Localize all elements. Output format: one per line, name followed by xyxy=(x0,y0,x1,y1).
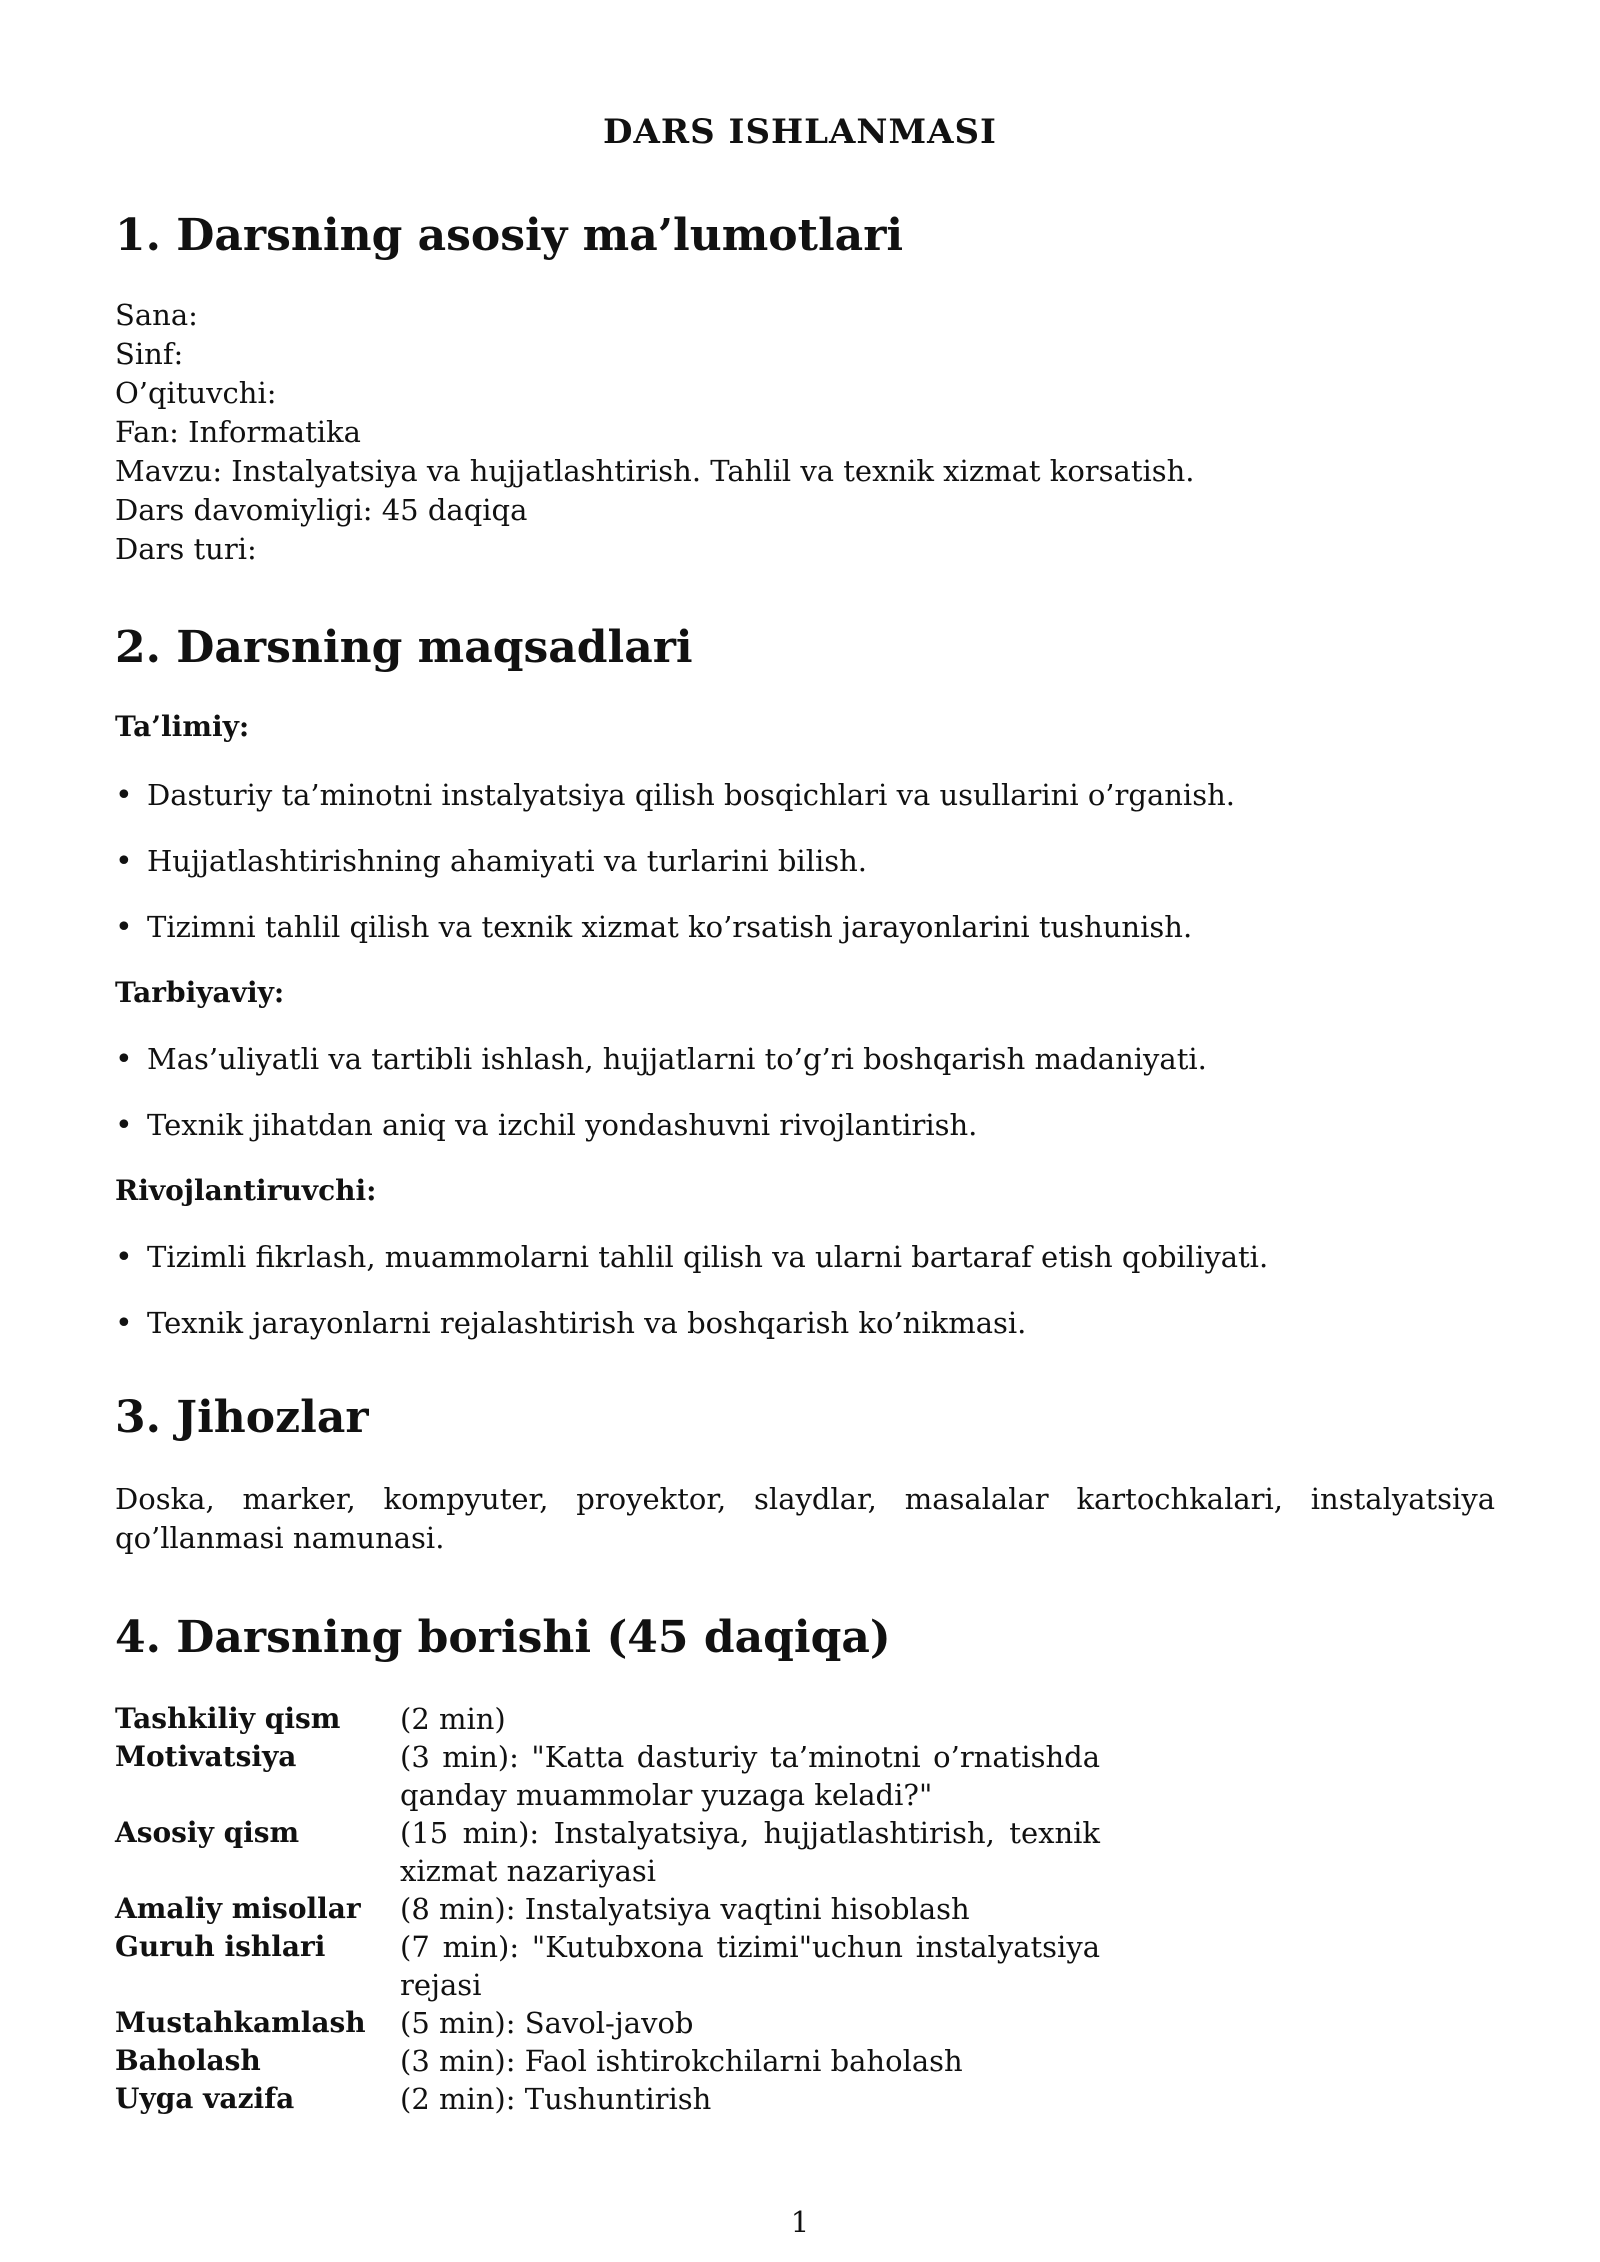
document-title: DARS ISHLANMASI xyxy=(603,112,997,152)
equipment-text: Doska, marker, kompyuter, proyektor, slaydlar, masalalar kartochkalari, instalyatsiya qo’llanmasi namunasi. xyxy=(115,1482,1495,1555)
goal-item xyxy=(115,1042,1207,1077)
goal-item xyxy=(115,1108,977,1143)
info-line-date: Sana: xyxy=(115,298,198,332)
schedule-description: (7 min): "Kutubxona tizimi"uchun instalyatsiya rejasi xyxy=(400,1930,1100,2002)
section-heading-lesson-flow: 4. Darsning borishi (45 daqiqa) xyxy=(115,1612,891,1663)
bullet-dot-icon: • xyxy=(115,778,133,813)
goal-item xyxy=(115,778,1235,813)
info-line-duration: Dars davomiyligi: 45 daqiqa xyxy=(115,493,528,527)
info-line-lesson-type: Dars turi: xyxy=(115,532,257,566)
bullet-dot-icon: • xyxy=(115,1240,133,1275)
section-heading-basic-info: 1. Darsning asosiy ma’lumotlari xyxy=(115,210,904,261)
schedule-stage: Tashkiliy qism xyxy=(115,1702,341,1735)
section-heading-goals: 2. Darsning maqsadlari xyxy=(115,622,693,673)
goal-item xyxy=(115,1306,1026,1341)
goal-item xyxy=(115,910,1192,945)
schedule-stage: Mustahkamlash xyxy=(115,2006,366,2039)
schedule-row xyxy=(115,1738,1135,1814)
goal-item-text: Tizimli fikrlash, muammolarni tahlil qilish va ularni bartaraf etish qobiliyati. xyxy=(147,1240,1269,1274)
schedule-description: (15 min): Instalyatsiya, hujjatlashtirish, texnik xizmat nazariyasi xyxy=(400,1816,1100,1888)
schedule-description: (5 min): Savol-javob xyxy=(400,2006,694,2040)
schedule-description: (3 min): Faol ishtirokchilarni baholash xyxy=(400,2044,963,2078)
info-line-subject: Fan: Informatika xyxy=(115,415,361,449)
goal-item-text: Texnik jihatdan aniq va izchil yondashuvni rivojlantirish. xyxy=(147,1108,978,1142)
goal-item-text: Mas’uliyatli va tartibli ishlash, hujjatlarni to’g’ri boshqarish madaniyati. xyxy=(147,1042,1207,1076)
schedule-stage: Uyga vazifa xyxy=(115,2082,295,2115)
schedule-stage: Guruh ishlari xyxy=(115,1930,326,1963)
info-line-teacher: O’qituvchi: xyxy=(115,376,277,410)
schedule-row xyxy=(115,1928,1135,2004)
section-heading-equipment: 3. Jihozlar xyxy=(115,1392,369,1443)
bullet-dot-icon: • xyxy=(115,844,133,879)
goal-item xyxy=(115,844,867,879)
schedule-stage: Motivatsiya xyxy=(115,1740,297,1773)
goal-group-title-educational: Ta’limiy: xyxy=(115,710,250,743)
schedule-description: (2 min) xyxy=(400,1702,506,1736)
schedule-stage: Amaliy misollar xyxy=(115,1892,361,1925)
bullet-dot-icon: • xyxy=(115,910,133,945)
info-line-class: Sinf: xyxy=(115,337,184,371)
schedule-row xyxy=(115,1700,1135,1738)
schedule-row xyxy=(115,2042,1135,2080)
goal-item-text: Tizimni tahlil qilish va texnik xizmat ko’rsatish jarayonlarini tushunish. xyxy=(147,910,1193,944)
goal-item-text: Dasturiy ta’minotni instalyatsiya qilish bosqichlari va usullarini o’rganish. xyxy=(147,778,1235,812)
page-number: 1 xyxy=(790,2205,810,2239)
bullet-dot-icon: • xyxy=(115,1306,133,1341)
goal-item-text: Texnik jarayonlarni rejalashtirish va boshqarish ko’nikmasi. xyxy=(147,1306,1027,1340)
bullet-dot-icon: • xyxy=(115,1042,133,1077)
goal-item xyxy=(115,1240,1268,1275)
lesson-schedule xyxy=(115,1700,1135,2118)
schedule-description: (3 min): "Katta dasturiy ta’minotni o’rnatishda qanday muammolar yuzaga keladi?" xyxy=(400,1740,1100,1812)
schedule-stage: Asosiy qism xyxy=(115,1816,300,1849)
goal-item-text: Hujjatlashtirishning ahamiyati va turlarini bilish. xyxy=(147,844,868,878)
goal-group-title-upbringing: Tarbiyaviy: xyxy=(115,976,285,1009)
schedule-row xyxy=(115,2080,1135,2118)
bullet-dot-icon: • xyxy=(115,1108,133,1143)
schedule-row xyxy=(115,1814,1135,1890)
basic-info-list xyxy=(115,296,1195,569)
schedule-stage: Baholash xyxy=(115,2044,261,2077)
schedule-row xyxy=(115,2004,1135,2042)
schedule-row xyxy=(115,1890,1135,1928)
info-line-topic: Mavzu: Instalyatsiya va hujjatlashtirish. Tahlil va texnik xizmat korsatish. xyxy=(115,454,1195,488)
goal-group-title-developmental: Rivojlantiruvchi: xyxy=(115,1174,377,1207)
document-page xyxy=(115,0,1495,2262)
schedule-description: (8 min): Instalyatsiya vaqtini hisoblash xyxy=(400,1892,970,1926)
schedule-description: (2 min): Tushuntirish xyxy=(400,2082,712,2116)
